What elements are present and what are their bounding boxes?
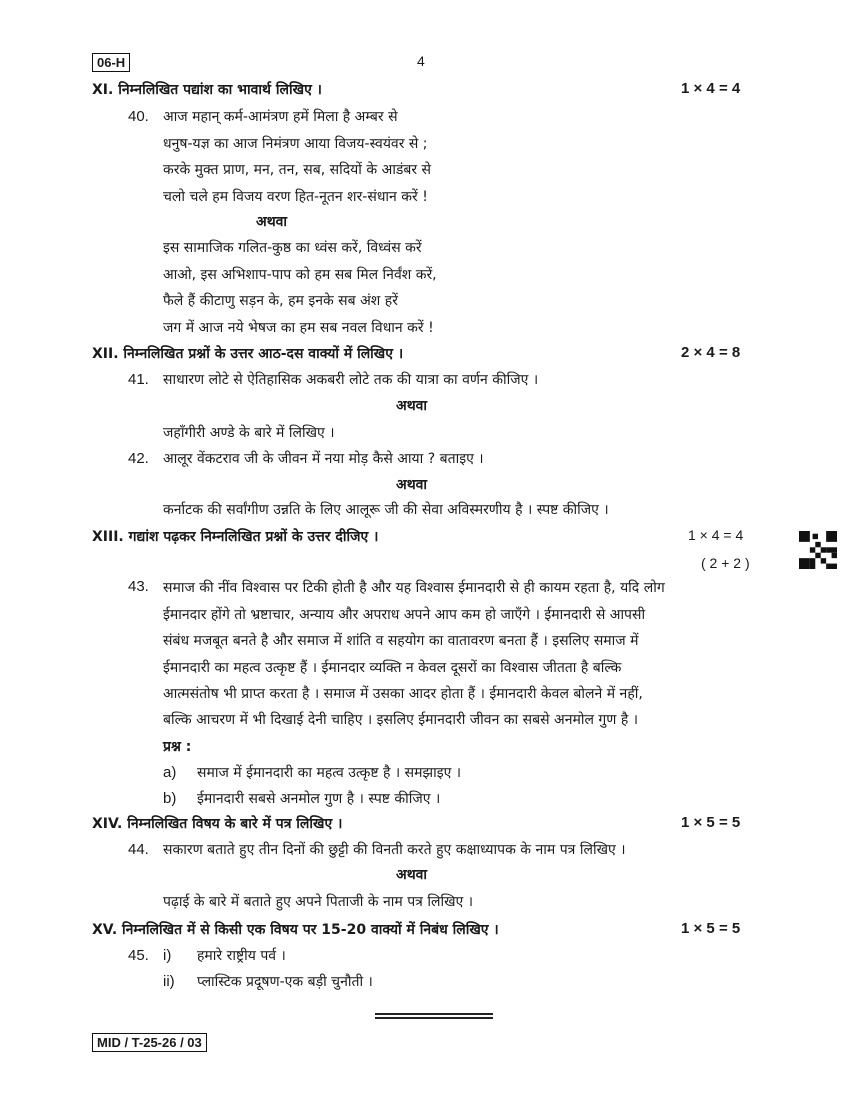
section-xv-title: XV. निम्नलिखित में से किसी एक विषय पर 15-20 वाक्यों में निबंध लिखिए ।: [92, 922, 499, 938]
qr-code-icon: [799, 531, 837, 569]
option-i: हमारे राष्ट्रीय पर्व ।: [197, 948, 286, 964]
option-ii: प्लास्टिक प्रदूषण-एक बड़ी चुनौती ।: [197, 974, 373, 990]
sub-question-b: ईमानदारी सबसे अनमोल गुण है । स्पष्ट कीजिए ।: [197, 791, 441, 807]
end-rule-bottom: [375, 1017, 493, 1019]
section-xiii-marks: 1 × 4 = 4: [688, 527, 744, 543]
poem-b-line-1: इस सामाजिक गलित-कुष्ठ का ध्वंस करें, विध्वंस करें: [163, 240, 422, 256]
passage-line-2: ईमानदार होंगे तो भ्रष्टाचार, अन्याय और अपराध अपने आप कम हो जाएँगे । ईमानदारी से आपसी: [163, 607, 646, 623]
option-ii-label: ii): [163, 973, 175, 990]
poem-a-line-4: चलो चले हम विजय वरण हित-नूतन शर-संधान करें !: [163, 189, 428, 205]
question-number-44: 44.: [128, 841, 149, 858]
question-42-alternative: कर्नाटक की सर्वांगीण उन्नति के लिए आलूरू जी की सेवा अविस्मरणीय है । स्पष्ट कीजिए ।: [163, 502, 609, 518]
section-xii-marks: 2 × 4 = 8: [681, 344, 741, 361]
passage-line-4: ईमानदारी का महत्व उत्कृष्ट हैं । ईमानदार व्यक्ति न केवल दूसरों का विश्वास जीतता है बल्कि: [163, 660, 622, 676]
poem-a-line-1: आज महान् कर्म-आमंत्रण हमें मिला है अम्बर से: [163, 109, 398, 125]
question-44: सकारण बताते हुए तीन दिनों की छुट्टी की विनती करते हुए कक्षाध्यापक के नाम पत्र लिखिए ।: [163, 842, 626, 858]
question-number-45: 45.: [128, 947, 149, 964]
sub-question-a: समाज में ईमानदारी का महत्व उत्कृष्ट है । समझाइए ।: [197, 765, 462, 781]
paper-code-box: 06-H: [92, 53, 130, 72]
poem-a-line-2: धनुष-यज्ञ का आज निमंत्रण आया विजय-स्वयंवर से ;: [163, 136, 428, 152]
section-xiv-title: XIV. निम्नलिखित विषय के बारे में पत्र लिखिए ।: [92, 816, 343, 832]
section-xiv-marks: 1 × 5 = 5: [681, 814, 741, 831]
page-number: 4: [417, 53, 425, 69]
option-i-label: i): [163, 947, 172, 964]
question-number-42: 42.: [128, 450, 149, 467]
section-xii-title: XII. निम्नलिखित प्रश्नों के उत्तर आठ-दस वाक्यों में लिखिए ।: [92, 346, 404, 362]
sub-question-b-label: b): [163, 790, 177, 807]
section-xiii-sub-marks: ( 2 + 2 ): [701, 555, 750, 571]
question-number-41: 41.: [128, 371, 149, 388]
question-number-43: 43.: [128, 578, 149, 595]
end-rule-top: [375, 1013, 493, 1015]
section-xi-title: XI. निम्नलिखित पद्यांश का भावार्थ लिखिए ।: [92, 82, 322, 98]
question-41: साधारण लोटे से ऐतिहासिक अकबरी लोटे तक की यात्रा का वर्णन कीजिए ।: [163, 372, 539, 388]
passage-line-1: समाज की नींव विश्वास पर टिकी होती है और यह विश्वास ईमानदारी से ही कायम रहता है, यदि लोग: [163, 580, 665, 596]
question-44-alternative: पढ़ाई के बारे में बताते हुए अपने पिताजी के नाम पत्र लिखिए ।: [163, 894, 474, 910]
or-label-41: अथवा: [396, 398, 428, 414]
passage-line-6: बल्कि आचरण में भी दिखाई देनी चाहिए । इसलिए ईमानदारी जीवन का सबसे अनमोल गुण है ।: [163, 712, 639, 728]
section-xiii-title: XIII. गद्यांश पढ़कर निम्नलिखित प्रश्नों के उत्तर दीजिए ।: [92, 529, 379, 545]
sub-question-a-label: a): [163, 764, 177, 781]
question-label: प्रश्न :: [163, 739, 192, 755]
passage-line-3: संबंध मजबूत बनते है और समाज में शांति व सहयोग का वातावरण बनता हैं । इसलिए समाज में: [163, 633, 639, 649]
question-number-40: 40.: [128, 108, 149, 125]
section-xv-marks: 1 × 5 = 5: [681, 920, 741, 937]
poem-b-line-4: जग में आज नये भेषज का हम सब नवल विधान करें !: [163, 320, 434, 336]
footer-code-box: MID / T-25-26 / 03: [92, 1033, 207, 1052]
or-label-42: अथवा: [396, 477, 428, 493]
or-label-xi: अथवा: [256, 214, 288, 230]
poem-b-line-3: फैले हैं कीटाणु सड़न के, हम इनके सब अंश हरें: [163, 293, 398, 309]
or-label-44: अथवा: [396, 867, 428, 883]
section-xi-marks: 1 × 4 = 4: [681, 80, 741, 97]
poem-b-line-2: आओ, इस अभिशाप-पाप को हम सब मिल निर्वंश करें,: [163, 267, 437, 283]
poem-a-line-3: करके मुक्त प्राण, मन, तन, सब, सदियों के आडंबर से: [163, 162, 432, 178]
passage-line-5: आत्मसंतोष भी प्राप्त करता है । समाज में उसका आदर होता हैं । ईमानदारी केवल बोलने में नहीं,: [163, 686, 643, 702]
question-42: आलूर वेंकटराव जी के जीवन में नया मोड़ कैसे आया ? बताइए ।: [163, 451, 484, 467]
question-41-alternative: जहाँगीरी अण्डे के बारे में लिखिए ।: [163, 425, 335, 441]
